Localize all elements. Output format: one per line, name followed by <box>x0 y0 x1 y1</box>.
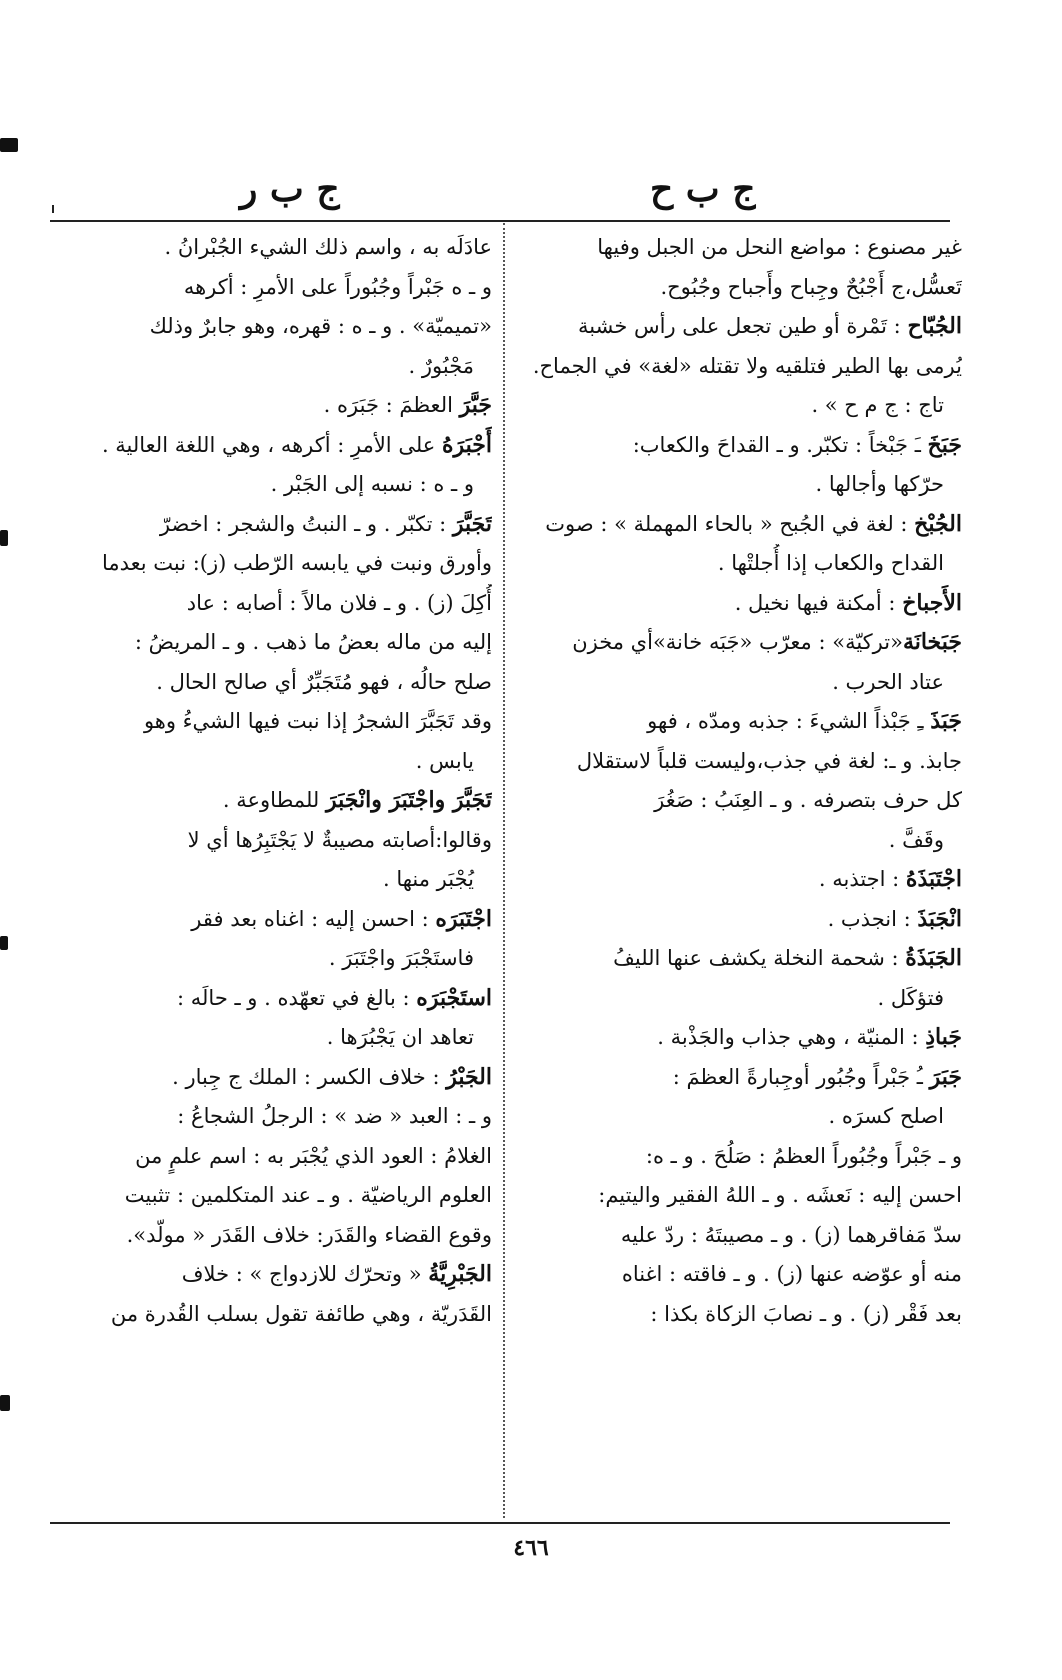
definition-text: وقالوا:أصابته مصيبةٌ لا يَجْتَبِرُها أي لا <box>187 827 492 852</box>
text-line <box>522 228 962 268</box>
header-tick <box>52 205 54 213</box>
text-line <box>522 1018 962 1058</box>
definition-text: و ـ ه : نسبه إلى الجَبْر . <box>270 472 474 496</box>
text-line <box>52 584 492 624</box>
headword: اجْتَبَذَهُ <box>905 866 962 892</box>
definition-text: على الأمرِ : أكرهه ، وهي اللغة العالية . <box>101 432 442 457</box>
scan-mark-bottom <box>0 1395 10 1411</box>
definition-text: عتاد الحرب . <box>832 669 944 694</box>
text-line <box>522 268 962 308</box>
text-line <box>52 821 492 861</box>
definition-text: حرّكها وأجالها . <box>815 472 944 496</box>
headword: استَجْبَرَه <box>416 984 492 1011</box>
text-line <box>52 386 492 426</box>
definition-text: وقد تَجَبَّرَ الشجرُ إذا نبت فيها الشيءُ وهو <box>143 709 492 733</box>
definition-text: ـُ جَبْراً وجُبُور أوجِبارةً العظمَ : <box>672 1064 930 1089</box>
headword: الجُبْخ <box>914 510 962 537</box>
headword: الجَبْرِيَّةُ <box>428 1261 492 1287</box>
headword: أَجْبَرَهُ <box>441 431 492 458</box>
text-line <box>52 465 492 505</box>
definition-text: : تكبّر . و ـ النبتُ والشجر : اخضرّ <box>159 511 453 536</box>
definition-text: : بالغ في تعهّده . و ـ حالَه : <box>177 985 417 1010</box>
definition-text: للمطاوعة . <box>222 788 326 812</box>
headword: جَبَذَ <box>930 708 962 734</box>
text-line <box>522 465 962 505</box>
text-line <box>522 307 962 347</box>
definition-text: القداح والكعاب إذا أُجلتْها . <box>717 551 944 575</box>
headword: جَبَخانَة <box>902 629 962 655</box>
definition-text: مَجْبُورٌ . <box>408 353 474 378</box>
definition-text: صلح حالُه ، فهو مُتَجَبِّرٌ أي صالح الحال . <box>156 669 492 694</box>
definition-text: جابذ. و ـ: لغة في جذب،وليست قلباً لاستقلال <box>576 748 962 773</box>
column-divider <box>503 223 505 1518</box>
scan-mark-mid-1 <box>0 530 8 546</box>
definition-text: و ـ : العبد « ضد » : الرجلُ الشجاعُ : <box>177 1104 492 1128</box>
text-line <box>522 1058 962 1098</box>
guide-word-right: ج ب ح <box>650 168 756 210</box>
guide-word-left: ج ب ر <box>240 168 340 210</box>
text-line <box>52 1176 492 1216</box>
text-line <box>522 702 962 742</box>
definition-text: ـِ جَبْذاً الشيءَ : جذبه ومدّه ، فهو <box>647 709 931 733</box>
text-line <box>522 1255 962 1295</box>
definition-text: فاستَجْبَرَ واجْتَبَرَ . <box>328 946 474 970</box>
definition-text: سدّ مَفاقرهما (ز) . و ـ مصيبتَهُ : ردّ عليه <box>620 1222 962 1247</box>
definition-text: عادَلَه به ، واسم ذلك الشيء الجُبْرانُ . <box>164 235 492 259</box>
text-line <box>52 663 492 703</box>
definition-text: : لغة في الجُبح « بالحاء المهملة » : صوت <box>545 511 915 536</box>
text-line <box>52 781 492 821</box>
definition-text: وأورق ونبت في يابسه الرّطب (ز): نبت بعدما <box>101 551 492 575</box>
text-line <box>52 979 492 1019</box>
text-line <box>52 860 492 900</box>
text-line <box>522 860 962 900</box>
definition-text: : خلاف الكسر : الملك ج جِبار . <box>172 1064 447 1089</box>
definition-text: : المنيّة ، وهي جذاب والجَذْبة . <box>657 1025 926 1049</box>
headword: اجْتَبَرَه <box>435 905 492 932</box>
definition-text: تَعسُّل،ج أَجْبُحٌ وجِباح وأَجباح وجُبُوح. <box>660 274 962 299</box>
text-line <box>522 663 962 703</box>
footer-rule <box>50 1522 950 1524</box>
definition-text: منه أو عوّضه عنها (ز) . و ـ فاقته : اغناه <box>621 1262 962 1286</box>
definition-text: تعاهد ان يَجْبُرَها . <box>326 1025 474 1049</box>
definition-text: العظمَ : جَبَرَه . <box>323 393 460 417</box>
text-line <box>52 702 492 742</box>
scan-mark-top <box>0 138 18 152</box>
text-line <box>52 544 492 584</box>
definition-text: احسن إليه : نَعشَه . و ـ اللهُ الفقير واليتيم: <box>598 1183 962 1207</box>
text-line <box>52 307 492 347</box>
text-line <box>522 1137 962 1177</box>
headword: تَجَبَّرَ واجْتَبَرَ وانْجَبَرَ <box>325 787 492 813</box>
definition-text: يُجْبَر منها . <box>382 867 474 891</box>
definition-text: اصلح كسرَه . <box>828 1104 944 1128</box>
definition-text: العلوم الرياضيّة . و ـ عند المتكلمين : تثبيت <box>124 1183 492 1207</box>
definition-text: و ـ ه جَبْراً وجُبُوراً على الأمرِ : أكرهه <box>183 274 492 299</box>
text-line <box>522 742 962 782</box>
text-line <box>522 900 962 940</box>
headword: انْجَبَذَ <box>917 905 962 932</box>
text-line <box>522 979 962 1019</box>
headword: جَبَّرَ <box>459 392 492 418</box>
definition-text: وقوع القضاء والقَدَر: خلاف القَدَر « مولّد». <box>126 1222 492 1247</box>
text-line <box>522 623 962 663</box>
definition-text: : احسن إليه : اغناه بعد فقر <box>191 906 436 931</box>
text-line <box>52 742 492 782</box>
text-line <box>52 347 492 387</box>
text-line <box>52 1255 492 1295</box>
headword: الجَبْرُ <box>446 1063 492 1090</box>
text-line <box>522 505 962 545</box>
text-line <box>52 1018 492 1058</box>
definition-text: غير مصنوع : مواضع النحل من الجبل وفيها <box>597 235 962 259</box>
header-rule <box>50 220 950 222</box>
definition-text: ـَ جَبْخاً : تكبّر. و ـ القداحَ والكعاب: <box>632 432 928 457</box>
text-line <box>52 1137 492 1177</box>
text-line <box>52 228 492 268</box>
text-line <box>52 268 492 308</box>
text-line <box>52 1216 492 1256</box>
text-line <box>522 939 962 979</box>
right-column <box>522 228 962 1518</box>
text-line <box>522 386 962 426</box>
definition-text: «تركيّة» : معرّب «جَبَه خانة»أي مخزن <box>572 630 903 654</box>
text-line <box>522 1216 962 1256</box>
headword: جَبَخَ <box>927 431 962 458</box>
headword: الأَجباخ <box>902 589 962 616</box>
definition-text: : اجتذبه . <box>818 867 906 891</box>
definition-text: كل حرف بتصرفه . و ـ العِنَبُ : صَغُرَ <box>654 788 962 812</box>
definition-text: وقَفَّ . <box>888 827 944 852</box>
definition-text: تاج : ج م ح » . <box>811 393 944 417</box>
left-column <box>52 228 492 1518</box>
definition-text: إليه من ماله بعضُ ما ذهب . و ـ المريضُ : <box>134 630 492 654</box>
scan-mark-mid-2 <box>0 936 8 950</box>
text-line <box>522 1176 962 1216</box>
definition-text: و ـ جَبْراً وجُبُوراً العظمُ : صَلُحَ . و ـ ه: <box>645 1143 962 1168</box>
text-line <box>52 1097 492 1137</box>
definition-text: : أمكنة فيها نخيل . <box>734 590 903 615</box>
definition-text: فتؤكَل . <box>877 985 944 1010</box>
text-line <box>52 505 492 545</box>
definition-text: الغلامُ : العود الذي يُجْبَر به : اسم علمٍ من <box>135 1143 492 1168</box>
page-number: ٤٦٦ <box>513 1535 549 1561</box>
text-line <box>52 426 492 466</box>
definition-text: يابس . <box>415 748 474 773</box>
definition-text: « وتحرّك للازدواج » : خلاف <box>181 1262 429 1286</box>
text-line <box>52 900 492 940</box>
text-line <box>522 1097 962 1137</box>
definition-text: : شحمة النخلة يكشف عنها الليفُ <box>613 946 906 970</box>
headword: تَجَبَّرَ <box>452 510 492 537</box>
headword: الجَبَذَةُ <box>905 945 962 971</box>
definition-text: : انجذب . <box>827 906 918 931</box>
definition-text: يُرمى بها الطير فتلقيه ولا تقتله «لغة» في الجماح. <box>532 353 962 378</box>
headword: جَبَرَ <box>929 1063 962 1090</box>
text-line <box>522 426 962 466</box>
text-line <box>52 1295 492 1335</box>
definition-text: أُكِلَ (ز) . و ـ فلان مالاً : أصابه : عاد <box>186 590 492 615</box>
text-line <box>522 584 962 624</box>
definition-text: : تَمْرة أو طين تجعل على رأس خشبة <box>578 314 908 338</box>
text-line <box>522 544 962 584</box>
definition-text: «تميميّة» . و ـ ه : قهره، وهو جابرٌ وذلك <box>149 314 492 338</box>
definition-text: القَدَريّة ، وهي طائفة تقول بسلب القُدرة من <box>110 1301 492 1326</box>
text-line <box>52 1058 492 1098</box>
headword: الجُبّاح <box>907 313 962 339</box>
text-line <box>522 347 962 387</box>
text-line <box>522 1295 962 1335</box>
text-line <box>52 939 492 979</box>
definition-text: بعد فَقْر (ز) . و ـ نصابَ الزكاة بكذا : <box>650 1301 962 1326</box>
text-line <box>52 623 492 663</box>
headword: جَباذِ <box>925 1024 962 1050</box>
text-line <box>522 781 962 821</box>
text-line <box>522 821 962 861</box>
